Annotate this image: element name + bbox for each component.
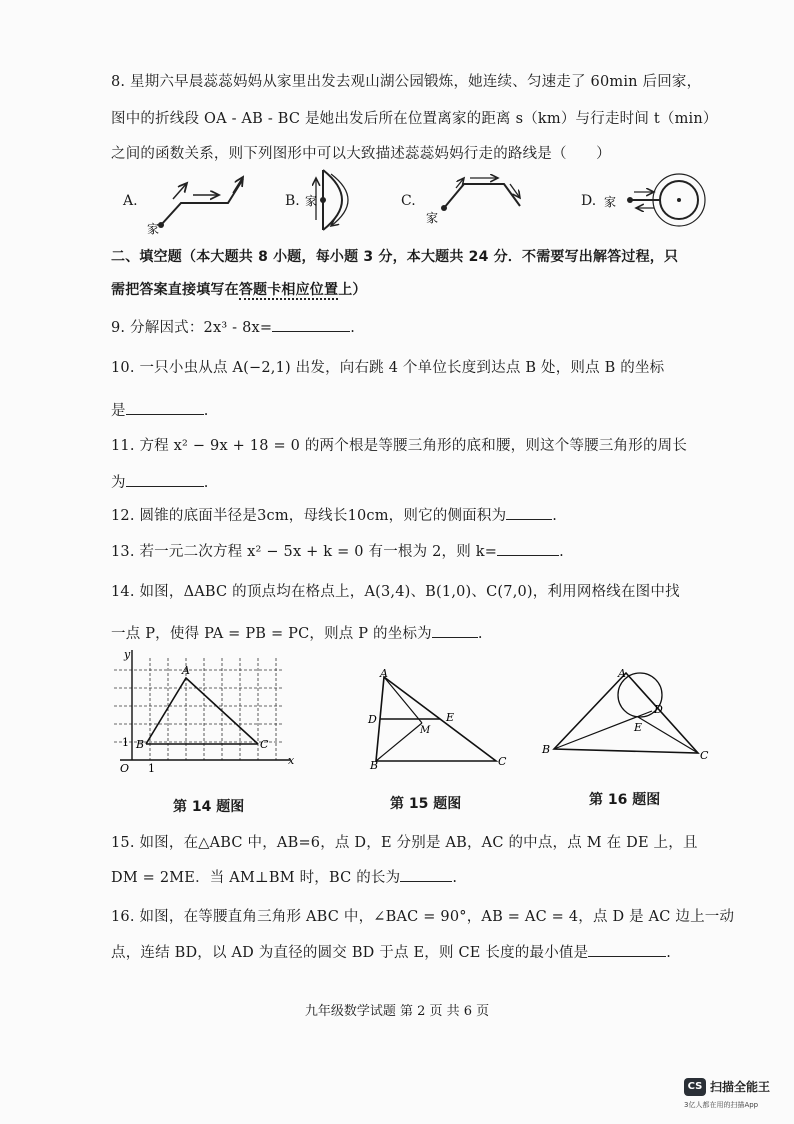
page-footer: 九年级数学试题 第 2 页 共 6 页 — [304, 1004, 490, 1019]
svg-text:E: E — [446, 711, 455, 724]
svg-text:B: B — [370, 759, 379, 772]
svg-text:D: D — [654, 703, 663, 716]
svg-text:D: D — [368, 713, 377, 726]
fig14-caption: 第 14 题图 — [173, 799, 245, 815]
q8-line1: 8. 星期六早晨蕊蕊妈妈从家里出发去观山湖公园锻炼，她连续、匀速走了 60min 后回家， — [111, 74, 702, 90]
q8-option-a-figure — [143, 165, 253, 235]
svg-text:家: 家 — [426, 211, 439, 225]
scanner-brand-tagline: 3亿人都在用的扫描App — [684, 1101, 759, 1109]
scanner-logo-icon: CS — [684, 1078, 706, 1096]
fig14-grid-figure — [110, 648, 300, 778]
svg-text:E: E — [634, 721, 643, 734]
fig16-circle-figure — [538, 665, 718, 775]
svg-text:y: y — [124, 648, 131, 661]
q8-option-d-figure — [604, 170, 714, 230]
q11-line1: 11. 方程 x² − 9x + 18 = 0 的两个根是等腰三角形的底和腰，则这个等腰三角形的周长 — [111, 438, 688, 454]
q13-answer-blank — [497, 543, 559, 556]
svg-text:C: C — [498, 755, 507, 768]
q11-line2: 为 . — [111, 475, 209, 491]
q9: 9. 分解因式：2x³ - 8x= . — [111, 320, 356, 336]
section2-heading-line1: 二、填空题（本大题共 8 小题，每小题 3 分，本大题共 24 分．不需要写出解答过程，只 — [111, 249, 679, 265]
q11-answer-blank — [126, 474, 204, 487]
q15-answer-blank — [400, 869, 452, 882]
svg-text:x: x — [288, 754, 295, 767]
svg-text:1: 1 — [148, 762, 155, 775]
q12-answer-blank — [506, 507, 552, 520]
svg-text:A: A — [182, 664, 190, 677]
q16-answer-blank — [588, 944, 666, 957]
q16-line1: 16. 如图，在等腰直角三角形 ABC 中，∠BAC = 90°，AB = AC = 4，点 D 是 AC 边上一动 — [111, 909, 735, 925]
q8-option-b-label: B. — [285, 193, 300, 209]
svg-text:1: 1 — [122, 736, 129, 749]
q13: 13. 若一元二次方程 x² − 5x + k = 0 有一根为 2，则 k= . — [111, 544, 564, 560]
q8-line2: 图中的折线段 OA - AB - BC 是她出发后所在位置离家的距离 s（km）与行走时间 t（min） — [111, 111, 718, 127]
svg-text:家: 家 — [604, 195, 617, 209]
q9-answer-blank — [272, 319, 350, 332]
q15-line1: 15. 如图，在△ABC 中，AB=6，点 D，E 分别是 AB，AC 的中点，点 M 在 DE 上，且 — [111, 835, 698, 851]
fig15-caption: 第 15 题图 — [390, 796, 462, 812]
svg-text:O: O — [120, 762, 130, 775]
q8-line3: 之间的函数关系，则下列图形中可以大致描述蕊蕊妈妈行走的路线是（ ） — [111, 146, 611, 162]
svg-text:B: B — [136, 738, 145, 751]
svg-text:B: B — [542, 743, 551, 756]
home-label: 家 — [147, 222, 160, 235]
q12: 12. 圆锥的底面半径是3cm，母线长10cm，则它的侧面积为 . — [111, 508, 558, 524]
q16-line2: 点，连结 BD，以 AD 为直径的圆交 BD 于点 E，则 CE 长度的最小值是 . — [111, 945, 672, 961]
svg-text:家: 家 — [305, 194, 318, 208]
section2-heading-line2: 需把答案直接填写在答题卡相应位置上） — [111, 282, 367, 298]
q8-option-a-label: A. — [123, 193, 138, 209]
scanner-brand-name: 扫描全能王 — [710, 1080, 771, 1094]
fig16-caption: 第 16 题图 — [589, 792, 661, 808]
q10-line1: 10. 一只小虫从点 A(−2,1) 出发，向右跳 4 个单位长度到达点 B 处，则点 B 的坐标 — [111, 360, 665, 376]
svg-text:M: M — [420, 725, 431, 736]
svg-text:C: C — [260, 738, 269, 751]
q14-line2: 一点 P，使得 PA = PB = PC，则点 P 的坐标为 . — [111, 626, 483, 642]
q8-option-c-label: C. — [401, 193, 416, 209]
q14-line1: 14. 如图，ΔABC 的顶点均在格点上，A(3,4)、B(1,0)、C(7,0)，利用网格线在图中找 — [111, 584, 680, 600]
q14-answer-blank — [432, 625, 478, 638]
q8-option-c-figure — [422, 170, 532, 230]
svg-text:A: A — [618, 667, 626, 680]
q8-option-d-label: D. — [581, 193, 597, 209]
fig15-triangle-figure — [360, 665, 520, 775]
q15-line2: DM = 2ME．当 AM⊥BM 时，BC 的长为 . — [111, 870, 458, 886]
svg-text:A: A — [380, 667, 388, 680]
q10-answer-blank — [126, 402, 204, 415]
q10-line2: 是 . — [111, 403, 209, 419]
svg-text:C: C — [700, 749, 709, 762]
q8-option-b-figure — [305, 160, 365, 240]
